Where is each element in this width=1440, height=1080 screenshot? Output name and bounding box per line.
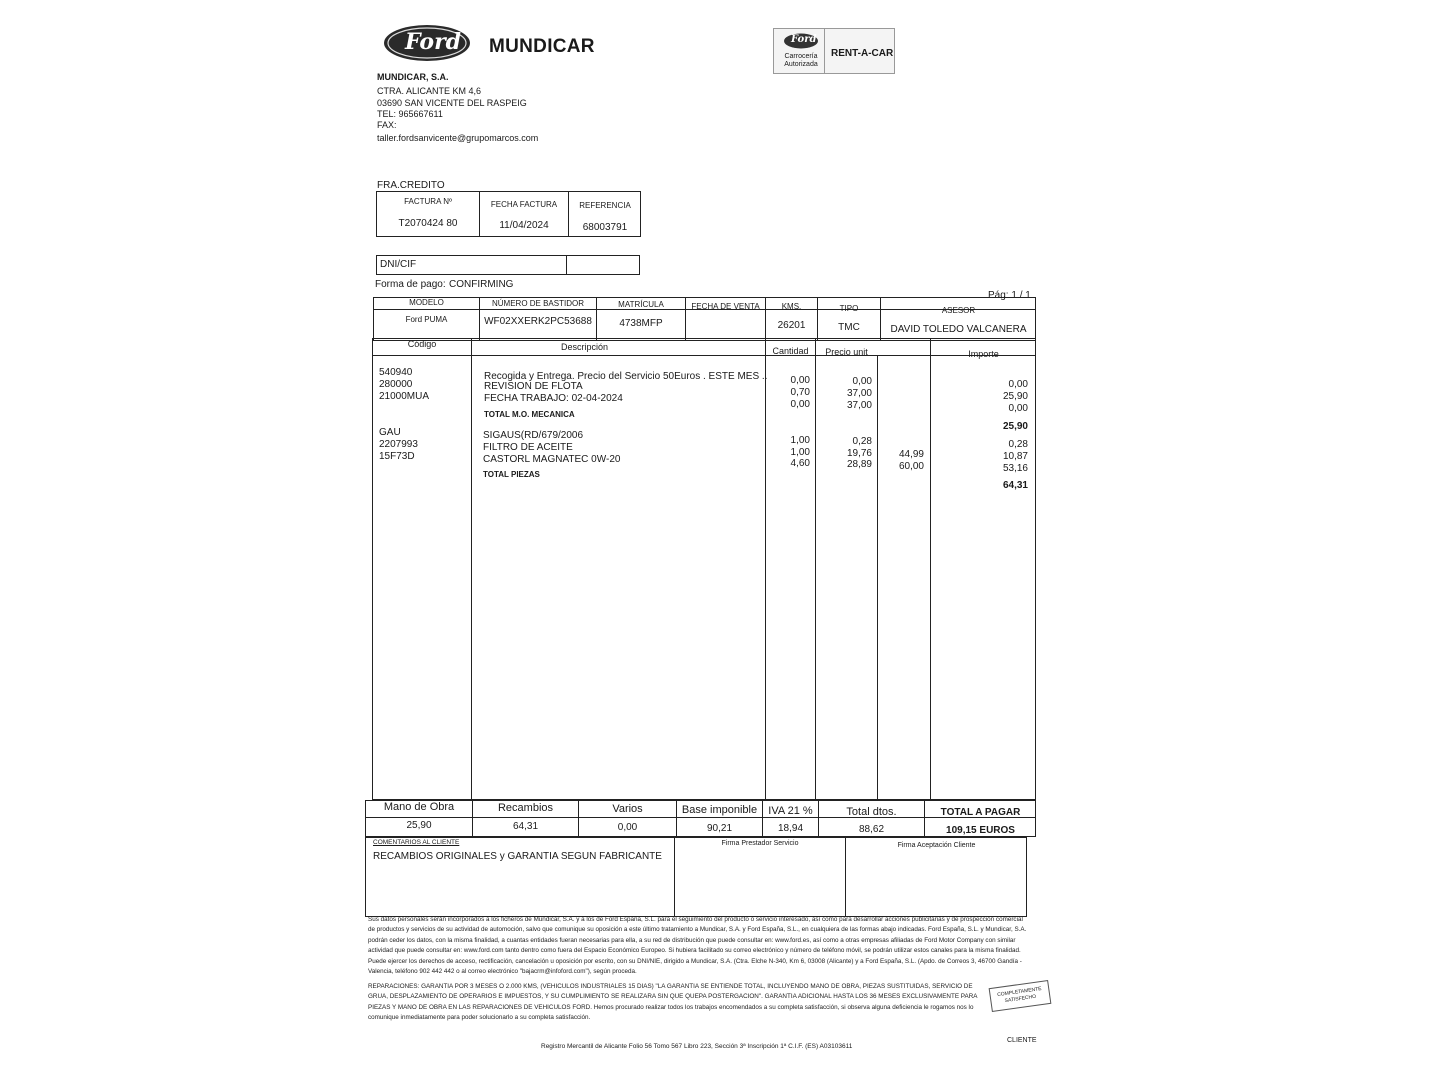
provider-signature-label: Firma Prestador Servicio	[721, 840, 799, 847]
parts-sum: 64,31	[512, 821, 539, 832]
vehicle-vin: WF02XXERK2PC53688	[484, 316, 592, 327]
company-tel: TEL: 965667611	[377, 109, 443, 119]
company-name: MUNDICAR, S.A.	[377, 72, 449, 82]
line-description: SIGAUS(RD/679/2006	[483, 430, 584, 441]
line-code: 280000	[379, 379, 413, 390]
line-pvp: 44,99	[898, 449, 924, 460]
line-description: REVISION DE FLOTA	[484, 381, 583, 392]
advisor-label: ASESOR	[941, 306, 976, 315]
line-pvp: 60,00	[898, 461, 924, 472]
line-qty: 1,00	[790, 447, 810, 458]
line-description: FILTRO DE ACEITE	[483, 442, 573, 453]
parts-total-label: TOTAL PIEZAS	[483, 470, 540, 479]
line-qty: 0,00	[790, 399, 810, 410]
qty-header: Cantidad	[772, 346, 809, 356]
vehicle-model: Ford PUMA	[405, 315, 448, 324]
model-label: MODELO	[409, 298, 444, 307]
client-copy-label: CLIENTE	[1007, 1037, 1037, 1044]
dealer-name: MUNDICAR	[489, 36, 595, 57]
kms-label: KMS.	[781, 302, 802, 311]
badge-label: RENT-A-CAR	[831, 48, 894, 59]
invoice-reference: 68003791	[582, 222, 628, 233]
company-address-1: CTRA. ALICANTE KM 4,6	[377, 86, 482, 96]
vin-label: NÚMERO DE BASTIDOR	[491, 299, 584, 308]
vat-label: IVA 21 %	[768, 805, 813, 817]
line-description: CASTORL MAGNATEC 0W-20	[483, 454, 621, 465]
comments-label: COMENTARIOS AL CLIENTE	[373, 839, 460, 846]
badge-ford-text: Ford	[791, 34, 817, 45]
labour-total: 25,90	[1002, 421, 1028, 432]
client-signature-label: Firma Aceptación Cliente	[897, 842, 976, 849]
privacy-notice: Sus datos personales serán incorporados a los ficheros de Mundicar, S.A. y a los de Ford España, S.L. para el seguimiento del producto o servicio interesado, así como para desarrollar acciones publicitarias y de prospección comercial de productos y servicios de su actividad de automoción, salvo que comunique su oposición a este último tratamiento a Mundicar, S.A. y Ford España, S.L., en cualquiera de las formas abajo indicadas. Ford España, S.L. y Mundicar, S.A. podrán ceder los datos, con la misma finalidad, a cuantas entidades fueran necesarias para ella, a su red de distribución que puede consultar en: www.ford.es, así como a otras empresas afiliadas de Ford Motor Company con similar actividad que puede consultar en: www.ford.com tanto dentro como fuera del Espacio Económico Europeo. Si hubiera facilitado su correo electrónico y número de teléfono móvil, se podrán utilizar estos canales para la misma finalidad. Puede ejercer los derechos de acceso, rectificación, cancelación u oposición por escrito, con su DNI/NIE, dirigido a Mundicar, S.A. (Ctra. Elche N-340, Km 6, 03008 (Alicante) y a Ford España, S.L. (Apdo. de Correos 3, 46700 Gandía - Valencia, teléfono 902 442 442 o al correo electrónico "bajacrm@infoford.com"), según proceda.	[368, 916, 1027, 976]
total-to-pay: 109,15 EUROS	[946, 825, 1015, 836]
line-qty: 1,00	[790, 435, 810, 446]
line-price: 0,28	[852, 436, 872, 447]
payment-label: Forma de pago:	[375, 279, 446, 290]
stamp-text: COMPLETAMENTE SATISFECHO	[996, 985, 1042, 1005]
invoice-type: FRA.CREDITO	[377, 180, 445, 191]
vehicle-kms: 26201	[777, 320, 806, 331]
misc-sum-label: Varios	[612, 803, 643, 815]
total-dtos-amount: 88,62	[858, 824, 885, 835]
base-label: Base imponible	[681, 804, 758, 816]
page-number: Pág: 1 / 1	[988, 290, 1031, 301]
type-label: TIPO	[839, 304, 859, 313]
line-code: GAU	[379, 427, 401, 438]
badge-line-2: Autorizada	[784, 61, 818, 68]
comments-signatures-box	[365, 837, 1027, 917]
badge-line-1: Carrocería	[784, 53, 818, 60]
amount-header: Importe	[968, 349, 999, 359]
line-amount: 10,87	[1002, 451, 1028, 462]
line-price: 0,00	[852, 376, 872, 387]
ford-logo	[383, 24, 471, 62]
line-code: 2207993	[379, 439, 418, 450]
company-email: taller.fordsanvicente@grupomarcos.com	[377, 133, 539, 143]
company-address-2: 03690 SAN VICENTE DEL RASPEIG	[377, 98, 527, 108]
unit-price-header: Precio unit	[825, 347, 868, 357]
badge-divider	[824, 29, 825, 73]
line-price: 37,00	[846, 388, 872, 399]
invoice-number-label: FACTURA Nº	[404, 197, 452, 206]
satisfaction-stamp	[989, 980, 1052, 1012]
vat-amount: 18,94	[777, 823, 804, 834]
dni-label: DNI/CIF	[380, 259, 417, 270]
line-amount: 0,28	[1008, 439, 1028, 450]
line-description: FECHA TRABAJO: 02-04-2024	[484, 393, 623, 404]
plate-label: MATRÍCULA	[618, 300, 664, 309]
line-price: 28,89	[846, 459, 872, 470]
line-amount: 25,90	[1002, 391, 1028, 402]
invoice-reference-label: REFERENCIA	[579, 201, 631, 210]
comments-text: RECAMBIOS ORIGINALES y GARANTIA SEGUN FABRICANTE	[373, 851, 662, 862]
line-description: Recogida y Entrega. Precio del Servicio 50Euros . ESTE MES ..	[484, 371, 768, 382]
line-amount: 0,00	[1008, 403, 1028, 414]
total-dtos-label: Total dtos.	[846, 806, 897, 818]
company-fax: FAX:	[377, 120, 397, 130]
invoice-number: T2070424 80	[398, 218, 458, 229]
labour-sum-label: Mano de Obra	[383, 801, 455, 813]
repairs-notice: REPARACIONES: GARANTIA POR 3 MESES O 2.000 KMS, (VEHICULOS INDUSTRIALES 15 DIAS) "LA GARANTIA SE ENTIENDE TOTAL, INCLUYENDO MANO DE OBRA, PIEZAS SUSTITUIDAS, SERVICIO DE GRUA, DESPLAZAMIENTO DE OPERARIOS E IMPUESTOS, Y SU CUMPLIMIENTO SE REALIZARA SIN QUE QUEPA POSTERGACION". GARANTIA ADICIONAL HASTA LOS 36 MESES EXCLUSIVAMENTE PARA PIEZAS Y MANO DE OBRA EN LAS REPARACIONES DE VEHICULOS FORD. Hemos procurado realizar todos los trabajos encomendados a su completa satisfacción, si observa alguna deficiencia le rogamos nos lo comunique inmediatamente para poder solucionarlo a su completa satisfacción.	[368, 983, 978, 1022]
registry-note: Registro Mercantil de Alicante Folio 56 Tomo 567 Libro 223, Sección 3ª Inscripción 1ª C.I.F. (ES) A03103611	[541, 1043, 853, 1050]
invoice-date: 11/04/2024	[499, 220, 549, 231]
line-price: 19,76	[846, 448, 872, 459]
sale-date-label: FECHA DE VENTA	[691, 302, 760, 311]
parts-total: 64,31	[1002, 480, 1028, 491]
line-qty: 0,70	[790, 387, 810, 398]
description-header: Descripción	[560, 342, 609, 352]
line-amount: 0,00	[1008, 379, 1028, 390]
line-code: 540940	[379, 367, 413, 378]
line-code: 21000MUA	[379, 391, 430, 402]
labour-total-label: TOTAL M.O. MECANICA	[484, 410, 575, 419]
labour-sum: 25,90	[406, 820, 432, 831]
ford-logo-text: Ford	[405, 29, 462, 55]
badge-ford-logo	[783, 33, 819, 49]
vehicle-advisor: DAVID TOLEDO VALCANERA	[890, 324, 1027, 335]
base-amount: 90,21	[706, 823, 733, 834]
line-price: 37,00	[846, 400, 872, 411]
code-header: Código	[407, 339, 437, 349]
vehicle-type: TMC	[838, 322, 860, 333]
misc-sum: 0,00	[617, 822, 638, 833]
line-amount: 53,16	[1002, 463, 1028, 474]
to-pay-label: TOTAL A PAGAR	[940, 807, 1021, 818]
rent-a-car-badge	[773, 28, 895, 74]
line-qty: 4,60	[790, 458, 810, 469]
line-code: 15F73D	[379, 451, 415, 462]
invoice-date-label: FECHA FACTURA	[490, 200, 558, 209]
line-qty: 0,00	[790, 375, 810, 386]
vehicle-plate: 4738MFP	[619, 318, 663, 329]
payment-value: CONFIRMING	[449, 279, 514, 290]
parts-sum-label: Recambios	[497, 802, 554, 814]
